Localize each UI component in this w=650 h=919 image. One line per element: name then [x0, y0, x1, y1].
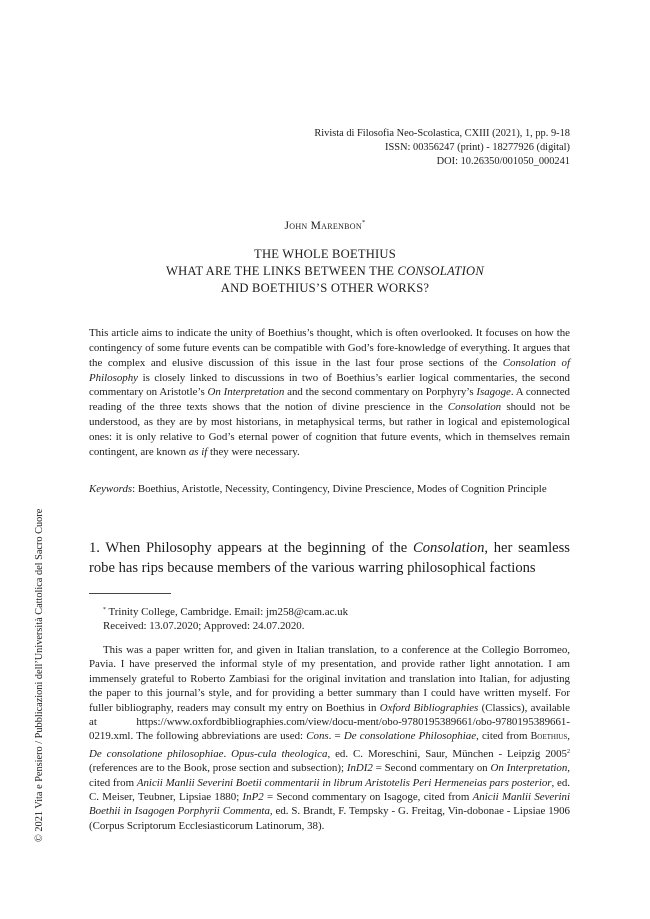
journal-citation: Rivista di Filosofia Neo-Scolastica, CXIII (2021), 1, pp. 9-18 [314, 128, 570, 139]
footnote-text: (Classics), available at https://www.oxfordbibliographies.com/view/docu-ment/obo-9780195389661/obo-9780195389661-0219.xml. The following abbreviations are used: [89, 701, 570, 743]
abstract-text: This article aims to indicate the unity of Boethius’s thought, which is often overlooked. It focuses on how the contingency of some future events can be compatible with God’s fore-knowledge of everything. It argues that the complex and elusive discussion of this issue in the last four prose sections of the [89, 327, 570, 369]
title-line-2-text: WHAT ARE THE LINKS BETWEEN THE [166, 264, 398, 278]
footnote-text: This was a paper written for, and given in Italian translation, to a conference at the Collegio Borromeo, Pavia. I have preserved the informal style of my presentation, and provide rather light annotation. I am immensely grateful to Roberto Zambiasi for the original invitation and translation into Italian, for adjusting the paper to this journal’s style, and for providing a better summary than I could have written myself. For fuller bibliography, readers may consult my entry on Boethius in [89, 644, 570, 714]
footnote-text: , ed. C. Moreschini, Saur, München - Leipzig 2005 [327, 747, 567, 760]
footnote-italic: Anicii Manlii Severini Boetii commentarii in librum Aristotelis Peri Hermeneias pars posterior [136, 776, 552, 789]
footnote-italic: Opus-cula theologica [231, 747, 328, 760]
journal-doi: DOI: 10.26350/001050_000241 [436, 156, 570, 167]
footnote-affiliation [89, 603, 570, 619]
footnote-text: . = [328, 730, 344, 743]
keywords-text: : Boethius, Aristotle, Necessity, Contingency, Divine Prescience, Modes of Cognition Principle [132, 483, 547, 495]
abstract-italic: Consolation [447, 401, 502, 414]
footnote-italic: InP2 [242, 791, 264, 804]
footnote-italic: De consolatione Philosophiae [343, 730, 477, 743]
keywords [89, 482, 570, 497]
footnote-text: , cited from [476, 730, 531, 743]
body-text: 1. When Philosophy appears at the beginning of the [89, 540, 414, 556]
abstract-text: and the second commentary on Porphyry’s [284, 386, 477, 399]
abstract-italic: as if [188, 445, 208, 458]
body-text: , her seamless robe has rips because members of the various warring philosophical factions [89, 540, 570, 576]
footnote-dates: Received: 13.07.2020; Approved: 24.07.2020. [103, 620, 305, 633]
footnote-text: , cited from [89, 762, 571, 789]
abstract-text: . A connected reading of the three texts shows that the notion of divine prescience in the [89, 386, 570, 414]
author-footnote-mark: * [361, 219, 366, 226]
article-title [0, 246, 650, 297]
footnote-affiliation-text: Trinity College, Cambridge. Email: jm258@cam.ac.uk [106, 606, 349, 618]
footnote-divider [89, 593, 171, 594]
abstract-italic: Isagoge [476, 386, 511, 399]
abstract [89, 326, 570, 460]
copyright-side-note: © 2021 Vita e Pensiero / Pubblicazioni dell’Università Cattolica del Sacro Cuore [34, 508, 45, 842]
footnote-author [89, 603, 570, 634]
footnote-italic: De consolatione philosophiae [89, 747, 224, 760]
abstract-italic: Consolation of Philosophy [89, 356, 570, 384]
keywords-label: Keywords [89, 483, 133, 495]
abstract-text: should not be understood, as they are by most historians, in metaphysical terms, but rather in logical and epistemological ones: it is only relative to God’s eternal power of cognition that future events, which in themselves remain contingent, are known [89, 401, 570, 458]
footnote-mark: * [103, 607, 106, 613]
footnote-text: , ed. C. Meiser, Teubner, Lipsiae 1880; [89, 776, 571, 804]
footnote-italic: On Interpretation [490, 762, 568, 775]
journal-header [314, 127, 570, 169]
footnote-superscript: 2 [566, 748, 570, 755]
title-line-2 [0, 263, 650, 280]
footnote-text: , ed. S. Brandt, F. Tempsky - G. Freitag, Vin-dobonae - Lipsiae 1906 (Corpus Scriptorum Ecclesiasticorum Latinorum, 38). [89, 805, 570, 832]
abstract-text: is closely linked to discussions in two of Boethius’s earlier logical commentaries, the second commentary on Aristotle’s [89, 371, 570, 399]
title-line-3: AND BOETHIUS’S OTHER WORKS? [220, 281, 430, 295]
abstract-italic: On Interpretation [207, 386, 285, 399]
footnote-text: (references are to the Book, prose section and subsection); [89, 762, 347, 775]
footnote-smallcaps: Boethius [530, 731, 568, 743]
footnote-italic: Anicii Manlii Severini Boethii in Isagogen Porphyrii Commenta [89, 791, 571, 818]
journal-issn: ISSN: 00356247 (print) - 18277926 (digital) [385, 142, 570, 153]
title-line-1: THE WHOLE BOETHIUS [254, 247, 396, 261]
footnote-text: = Second commentary on Isagoge, cited from [263, 791, 473, 804]
body-paragraph [89, 538, 570, 578]
footnote-text: = Second commentary on [372, 762, 491, 775]
footnote-note [89, 643, 570, 833]
author-name: John Marenbon [284, 220, 362, 232]
author-line [0, 219, 650, 232]
footnote-text: , [567, 730, 570, 743]
title-line-2-italic: CONSOLATION [397, 264, 484, 278]
footnote-italic: Oxford Bibliographies [379, 701, 479, 714]
footnote-text: . [223, 747, 232, 760]
abstract-text: they were necessary. [207, 445, 300, 458]
footnote-italic: InDI2 [346, 762, 373, 775]
footnote-italic: Cons [306, 730, 329, 743]
body-italic: Consolation [413, 540, 485, 556]
